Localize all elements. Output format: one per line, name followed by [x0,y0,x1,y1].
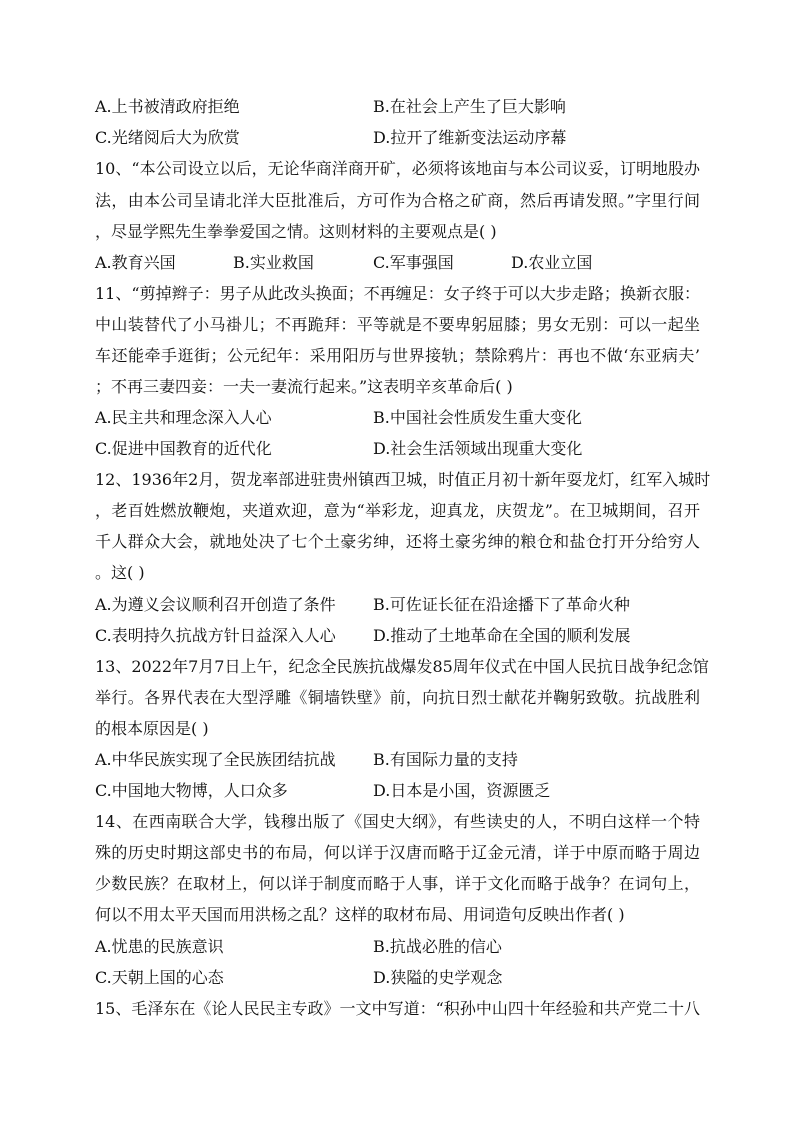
q14-stem-line-3: 少数民族？在取材上，何以详于制度而略于人事，详于文化而略于战争？在词句上， [95,874,700,893]
q12-option-b[interactable]: B.可佐证长征在沿途播下了革命火种 [373,595,630,614]
q11-stem-line-4: ；不再三妻四妾：一夫一妻流行起来。”这表明辛亥革命后( ) [95,377,513,396]
q9-option-b[interactable]: B.在社会上产生了巨大影响 [373,97,566,116]
q12-stem-line-2: ，老百姓燃放鞭炮，夹道欢迎，意为“举彩龙，迎真龙，庆贺龙”。在卫城期间，召开 [95,501,700,520]
q14-option-d[interactable]: D.狭隘的史学观念 [373,968,503,987]
q11-option-b[interactable]: B.中国社会性质发生重大变化 [373,408,582,427]
q10-option-a[interactable]: A.教育兴国 [95,253,176,272]
q14-option-a[interactable]: A.忧患的民族意识 [95,937,224,956]
q12-option-c[interactable]: C.表明持久抗战方针日益深入人心 [95,626,336,645]
q14-option-c[interactable]: C.天朝上国的心态 [95,968,224,987]
q12-stem-line-1: 12、1936年2月，贺龙率部进驻贵州镇西卫城，时值正月初十新年耍龙灯，红军入城时 [95,470,711,489]
q10-stem-line-3: ，尽显学熙先生拳拳爱国之情。这则材料的主要观点是( ) [95,222,497,241]
q12-stem-line-3: 千人群众大会，就地处决了七个土豪劣绅，还将土豪劣绅的粮仓和盐仓打开分给穷人 [95,532,700,551]
q11-option-d[interactable]: D.社会生活领域出现重大变化 [373,439,583,458]
q13-option-d[interactable]: D.日本是小国，资源匮乏 [373,781,551,800]
q11-stem-line-1: 11、“剪掉辫子：男子从此改头换面；不再缠足：女子终于可以大步走路；换新衣服： [95,284,700,303]
q13-stem-line-1: 13、2022年7月7日上午，纪念全民族抗战爆发85周年仪式在中国人民抗日战争纪念馆 [95,657,709,676]
q9-option-a[interactable]: A.上书被清政府拒绝 [95,97,240,116]
q15-stem-line-1: 15、毛泽东在《论人民民主专政》一文中写道：“积孙中山四十年经验和共产党二十八 [95,999,700,1018]
q13-option-b[interactable]: B.有国际力量的支持 [373,750,518,769]
q13-stem-line-2: 举行。各界代表在大型浮雕《铜墙铁壁》前，向抗日烈士献花并鞠躬致敬。抗战胜利 [95,688,700,707]
q9-option-d[interactable]: D.拉开了维新变法运动序幕 [373,128,567,147]
q10-option-d[interactable]: D.农业立国 [511,253,593,272]
q14-option-b[interactable]: B.抗战必胜的信心 [373,937,502,956]
q11-option-a[interactable]: A.民主共和理念深入人心 [95,408,272,427]
q11-option-c[interactable]: C.促进中国教育的近代化 [95,439,272,458]
q12-option-d[interactable]: D.推动了土地革命在全国的顺利发展 [373,626,631,645]
q10-option-c[interactable]: C.军事强国 [373,253,454,272]
q14-stem-line-1: 14、在西南联合大学，钱穆出版了《国史大纲》，有些读史的人，不明白这样一个特 [95,812,700,831]
q11-stem-line-2: 中山装替代了小马褂儿；不再跪拜：平等就是不要卑躬屈膝；男女无别：可以一起坐 [95,315,700,334]
q9-option-c[interactable]: C.光绪阅后大为欣赏 [95,128,240,147]
q14-stem-line-4: 何以不用太平天国而用洪杨之乱？这样的取材布局、用词造句反映出作者( ) [95,905,625,924]
q10-option-b[interactable]: B.实业救国 [233,253,314,272]
q11-stem-line-3: 车还能牵手逛街；公元纪年：采用阳历与世界接轨；禁除鸦片：再也不做‘东亚病夫’ [95,346,700,365]
q10-stem-line-1: 10、“本公司设立以后，无论华商洋商开矿，必须将该地亩与本公司议妥，订明地股办 [95,159,700,178]
q14-stem-line-2: 殊的历史时期这部史书的布局，何以详于汉唐而略于辽金元清，详于中原而略于周边 [95,843,700,862]
q12-stem-line-4: 。这( ) [95,563,145,582]
q12-option-a[interactable]: A.为遵义会议顺利召开创造了条件 [95,595,336,614]
q10-stem-line-2: 法，由本公司呈请北洋大臣批准后，方可作为合格之矿商，然后再请发照。”字里行间 [95,191,700,210]
q13-option-c[interactable]: C.中国地大物博，人口众多 [95,781,288,800]
q13-option-a[interactable]: A.中华民族实现了全民族团结抗战 [95,750,336,769]
q13-stem-line-3: 的根本原因是( ) [95,719,209,738]
